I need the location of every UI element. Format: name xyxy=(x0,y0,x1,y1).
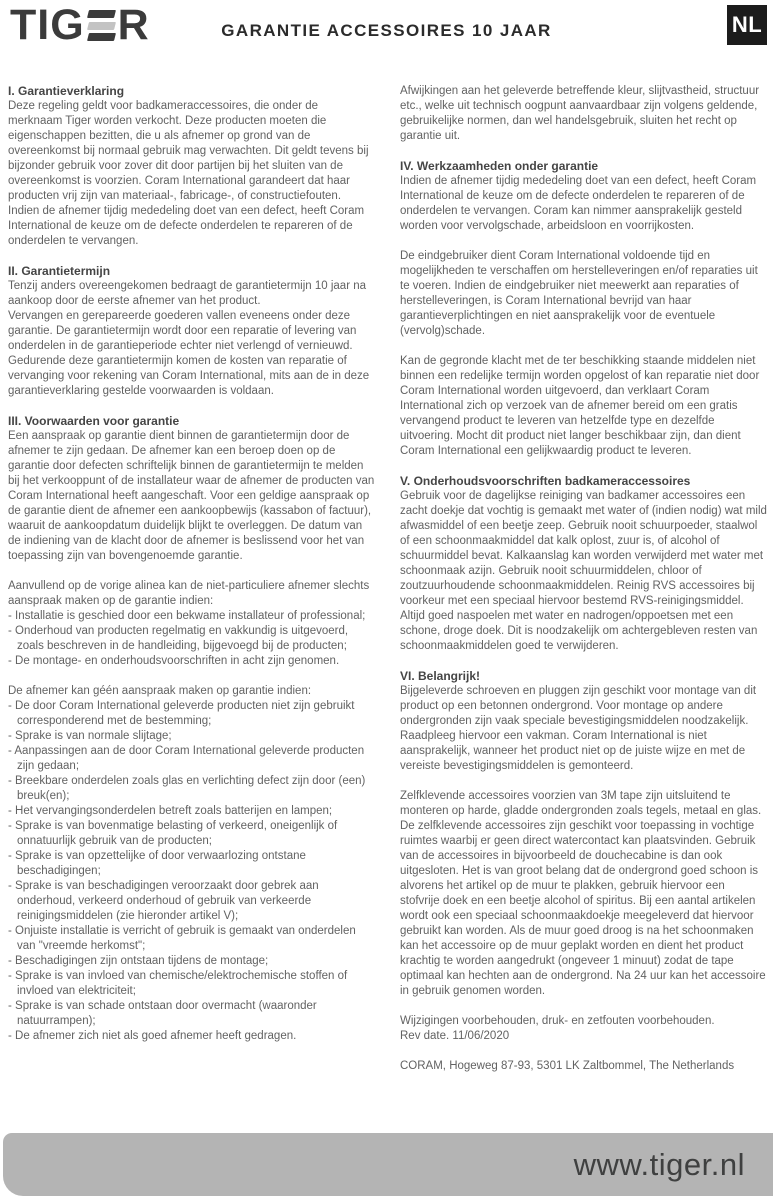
logo-text-left: TIG xyxy=(10,1,85,49)
address-text: CORAM, Hogeweg 87-93, 5301 LK Zaltbommel, The Netherlands xyxy=(400,1060,735,1072)
section-heading: IV. Werkzaamheden onder garantie xyxy=(400,159,599,173)
list-item: - Sprake is van schade ontstaan door overmacht (waaronder natuurrampen); xyxy=(8,1000,317,1027)
paragraph: Gedurende deze garantietermijn komen de kosten van reparatie of vervanging voor rekening van Coram International, mits aan de in deze garantieverklaring gestelde voorwaarden is voldaan. xyxy=(8,355,370,397)
paragraph-gap xyxy=(400,774,767,789)
list-item: - Sprake is van opzettelijke of door verwaarlozing ontstane beschadigingen; xyxy=(8,850,306,877)
list-item: - Sprake is van beschadigingen veroorzaakt door gebrek aan onderhoud, verkeerd onderhoud of gebruik van verkeerde reinigingsmiddelen (zie hieronder artikel V); xyxy=(8,880,319,922)
disclaimer-text: Wijzigingen voorbehouden, druk- en zetfouten voorbehouden. xyxy=(400,1015,715,1027)
list-item: - Het vervangingsonderdelen betreft zoals batterijen en lampen; xyxy=(8,805,333,817)
paragraph-gap xyxy=(8,669,375,684)
paragraph: De eindgebruiker dient Coram International voldoende tijd en mogelijkheden te verschaffen om herstelleveringen en/of reparaties uit te voeren. Indien de eindgebruiker niet meewerkt aan reparaties of herstelleveringen, is Coram International bevrijd van haar garantieverplichtingen en niet aansprakelijk voor de eventuele (vervolg)schade. xyxy=(400,250,758,337)
tiger-logo xyxy=(10,1,150,49)
country-badge: NL xyxy=(727,5,767,45)
section-heading: VI. Belangrijk! xyxy=(400,669,481,683)
paragraph: Deze regeling geldt voor badkameraccessoires, die onder de merknaam Tiger worden verkocht. Deze producten moeten die eigenschappen bezitten, die u als afnemer op grond van de overeenkomst bij normaal gebruik mag verwachten. Dit geldt tevens bij bijzonder gebruik voor zover dit door partijen bij het sluiten van de overeenkomst is voorzien. Coram International garandeert dat haar producten vrij zijn van materiaal-, fabricage-, of constructiefouten. Indien de afnemer tijdig mededeling doet van een defect, heeft Coram International de keuze om de defecte onderdelen te repareren of de onderdelen te vervangen. xyxy=(8,100,369,247)
paragraph-gap xyxy=(400,339,767,354)
rev-date: Rev date. 11/06/2020 xyxy=(400,1030,510,1042)
paragraph: Kan de gegronde klacht met de ter beschikking staande middelen niet binnen een redelijke termijn worden opgelost of kan reparatie niet door Coram International worden uitgevoerd, dan verklaart Coram International zich op verzoek van de afnemer bereid om een gratis vervangend product te leveren van hetzelfde type en dezelfde uitvoering. Mocht dit product niet langer beschikbaar zijn, dan dient Coram International een gelijkwaardig product te leveren. xyxy=(400,355,760,457)
paragraph-gap xyxy=(400,234,767,249)
paragraph: Gebruik voor de dagelijkse reiniging van badkamer accessoires een zacht doekje dat vochtig is gemaakt met water of (indien nodig) wat mild afwasmiddel of een beetje zeep. Gebruik nooit schuurpoeder, staalwol of een schoonmaakmiddel dat kalk oplost, zuur is, of alcohol of schuurmiddel bevat. Kalkaanslag kan worden verwijderd met water met schoonmaak azijn. Gebruik nooit schuurmiddelen, chloor of zoutzuurhoudende schoonmaakmiddelen. Reinig RVS accessoires bij voorkeur met een speciaal hiervoor bestemd RVS-reinigingsmiddel. Altijd goed naspoelen met water en nadrogen/oppoetsen met een schone, droge doek. Dit is noodzakelijk om achtergebleven resten van schoonmaakmiddelen goed te verwijderen. xyxy=(400,490,767,652)
paragraph: De afnemer kan géén aanspraak maken op garantie indien: xyxy=(8,685,312,697)
left-column xyxy=(8,84,375,1130)
list-item: - Onderhoud van producten regelmatig en vakkundig is uitgevoerd, zoals beschreven in de handleiding, bijgevoegd bij de producten; xyxy=(8,625,349,652)
section-heading: II. Garantietermijn xyxy=(8,264,111,278)
section-belangrijk xyxy=(400,669,767,999)
list-item: - Onjuiste installatie is verricht of gebruik is gemaakt van onderdelen van "vreemde herkomst"; xyxy=(8,925,356,952)
list-item: - Installatie is geschied door een bekwame installateur of professional; xyxy=(8,610,366,622)
section-heading: I. Garantieverklaring xyxy=(8,84,125,98)
paragraph: Vervangen en gerepareerde goederen vallen eveneens onder deze garantie. De garantietermijn wordt door een reparatie of levering van onderdelen in de garantieperiode echter niet verlengd of vernieuwd. xyxy=(8,310,357,352)
paragraph: Indien de afnemer tijdig mededeling doet van een defect, heeft Coram International de keuze om de defecte onderdelen te repareren of de onderdelen te vervangen. Coram kan nimmer aansprakelijk gesteld worden voor vervolgschade, arbeidsloon en voorrijkosten. xyxy=(400,175,757,232)
logo-e-bar-bottom xyxy=(87,33,116,41)
logo-e-bar-top xyxy=(87,10,116,18)
paragraph: Zelfklevende accessoires voorzien van 3M tape zijn uitsluitend te monteren op harde, gladde ondergronden zoals tegels, metaal en glas. De zelfklevende accessoires zijn geschikt voor toepassing in vochtige ruimtes waarbij er geen direct watercontact kan plaatsvinden. Gebruik van de accessoires in bijvoorbeeld de douchecabine is dan ook uitgesloten. Het is van groot belang dat de ondergrond goed schoon is alvorens het artikel op de muur te plakken, gebruik hiervoor een stofvrije doek en een beetje alcohol of spiritus. Bij een aantal artikelen wordt ook een speciaal schoonmaakdoekje meegeleverd dat hiervoor gebruikt kan worden. Als de muur goed droog is na het schoonmaken kan het accessoire op de muur geplakt worden en dient het product krachtig te worden aangedrukt (ongeveer 1 minuut) zodat de tape optimaal kan hechten aan de ondergrond. Na 24 uur kan het accessoire in gebruik genomen worden. xyxy=(400,790,766,997)
list-item: - De montage- en onderhoudsvoorschriften in acht zijn genomen. xyxy=(8,655,340,667)
bullet-list-exclusions xyxy=(8,699,375,1044)
list-item: - Aanpassingen aan de door Coram International geleverde producten zijn gedaan; xyxy=(8,745,365,772)
page-title: GARANTIE ACCESSOIRES 10 JAAR xyxy=(221,21,552,40)
document-body xyxy=(8,84,767,1130)
paragraph: Afwijkingen aan het geleverde betreffende kleur, slijtvastheid, structuur etc., welke uit technisch oogpunt aanvaardbaar zijn volgens geldende, gebruikelijke normen, dan wel handelsgebruik, sluiten het recht op garantie uit. xyxy=(400,85,760,142)
website-url: www.tiger.nl xyxy=(573,1146,745,1182)
right-column xyxy=(400,84,767,1130)
paragraph-gap xyxy=(8,564,375,579)
section-werkzaamheden xyxy=(400,159,767,459)
list-item: - Sprake is van bovenmatige belasting of verkeerd, oneigenlijk of onnatuurlijk gebruik van de producten; xyxy=(8,820,338,847)
company-address xyxy=(400,1059,767,1074)
revision-note xyxy=(400,1014,767,1044)
paragraph: Bijgeleverde schroeven en pluggen zijn geschikt voor montage van dit product op een betonnen ondergrond. Voor montage op andere ondergronden zijn vaak speciale bevestigingsmiddelen noodzakelijk. Raadpleeg hiervoor een vakman. Coram International is niet aansprakelijk, wanneer het product niet op de juiste wijze en met de vereiste bevestigingsmiddelen is gemonteerd. xyxy=(400,685,757,772)
document-header xyxy=(0,0,773,62)
section-garantietermijn xyxy=(8,264,375,399)
paragraph: Aanvullend op de vorige alinea kan de niet-particuliere afnemer slechts aanspraak maken op de garantie indien: xyxy=(8,580,370,607)
logo-e-bar-middle xyxy=(87,22,116,30)
logo-text-right: R xyxy=(117,1,150,49)
section-heading: III. Voorwaarden voor garantie xyxy=(8,414,180,428)
list-item: - Breekbare onderdelen zoals glas en verlichting defect zijn door (een) breuk(en); xyxy=(8,775,366,802)
list-item: - Sprake is van normale slijtage; xyxy=(8,730,172,742)
section-onderhoudsvoorschriften xyxy=(400,474,767,654)
list-item: - De afnemer zich niet als goed afnemer heeft gedragen. xyxy=(8,1030,297,1042)
paragraph: Tenzij anders overeengekomen bedraagt de garantietermijn 10 jaar na aankoop door de eerste afnemer van het product. xyxy=(8,280,367,307)
logo-e-bars-icon xyxy=(88,10,115,41)
paragraph: Een aanspraak op garantie dient binnen de garantietermijn door de afnemer te zijn gedaan. De afnemer kan een beroep doen op de garantie door defecten schriftelijk binnen de garantietermijn te melden bij het verkooppunt of de installateur waar de afnemer de producten van Coram International heeft aangeschaft. Voor een geldige aanspraak op de garantie dient de afnemer een aankoopbewijs (kassabon of factuur), waaruit de aankoopdatum duidelijk blijkt te overleggen. De datum van de indiening van de klacht door de afnemer is beslissend voor het van toepassing zijn van bovengenoemde garantie. xyxy=(8,430,375,562)
section-voorwaarden xyxy=(8,414,375,1044)
section-garantieverklaring xyxy=(8,84,375,249)
list-item: - Beschadigingen zijn ontstaan tijdens de montage; xyxy=(8,955,269,967)
section-heading: V. Onderhoudsvoorschriften badkameraccessoires xyxy=(400,474,691,488)
list-item: - Sprake is van invloed van chemische/elektrochemische stoffen of invloed van elektriciteit; xyxy=(8,970,348,997)
footer-bar xyxy=(3,1133,773,1196)
section-afwijkingen xyxy=(400,84,767,144)
bullet-list-business-conditions xyxy=(8,609,375,669)
list-item: - De door Coram International geleverde producten niet zijn gebruikt corresponderend met de bestemming; xyxy=(8,700,355,727)
